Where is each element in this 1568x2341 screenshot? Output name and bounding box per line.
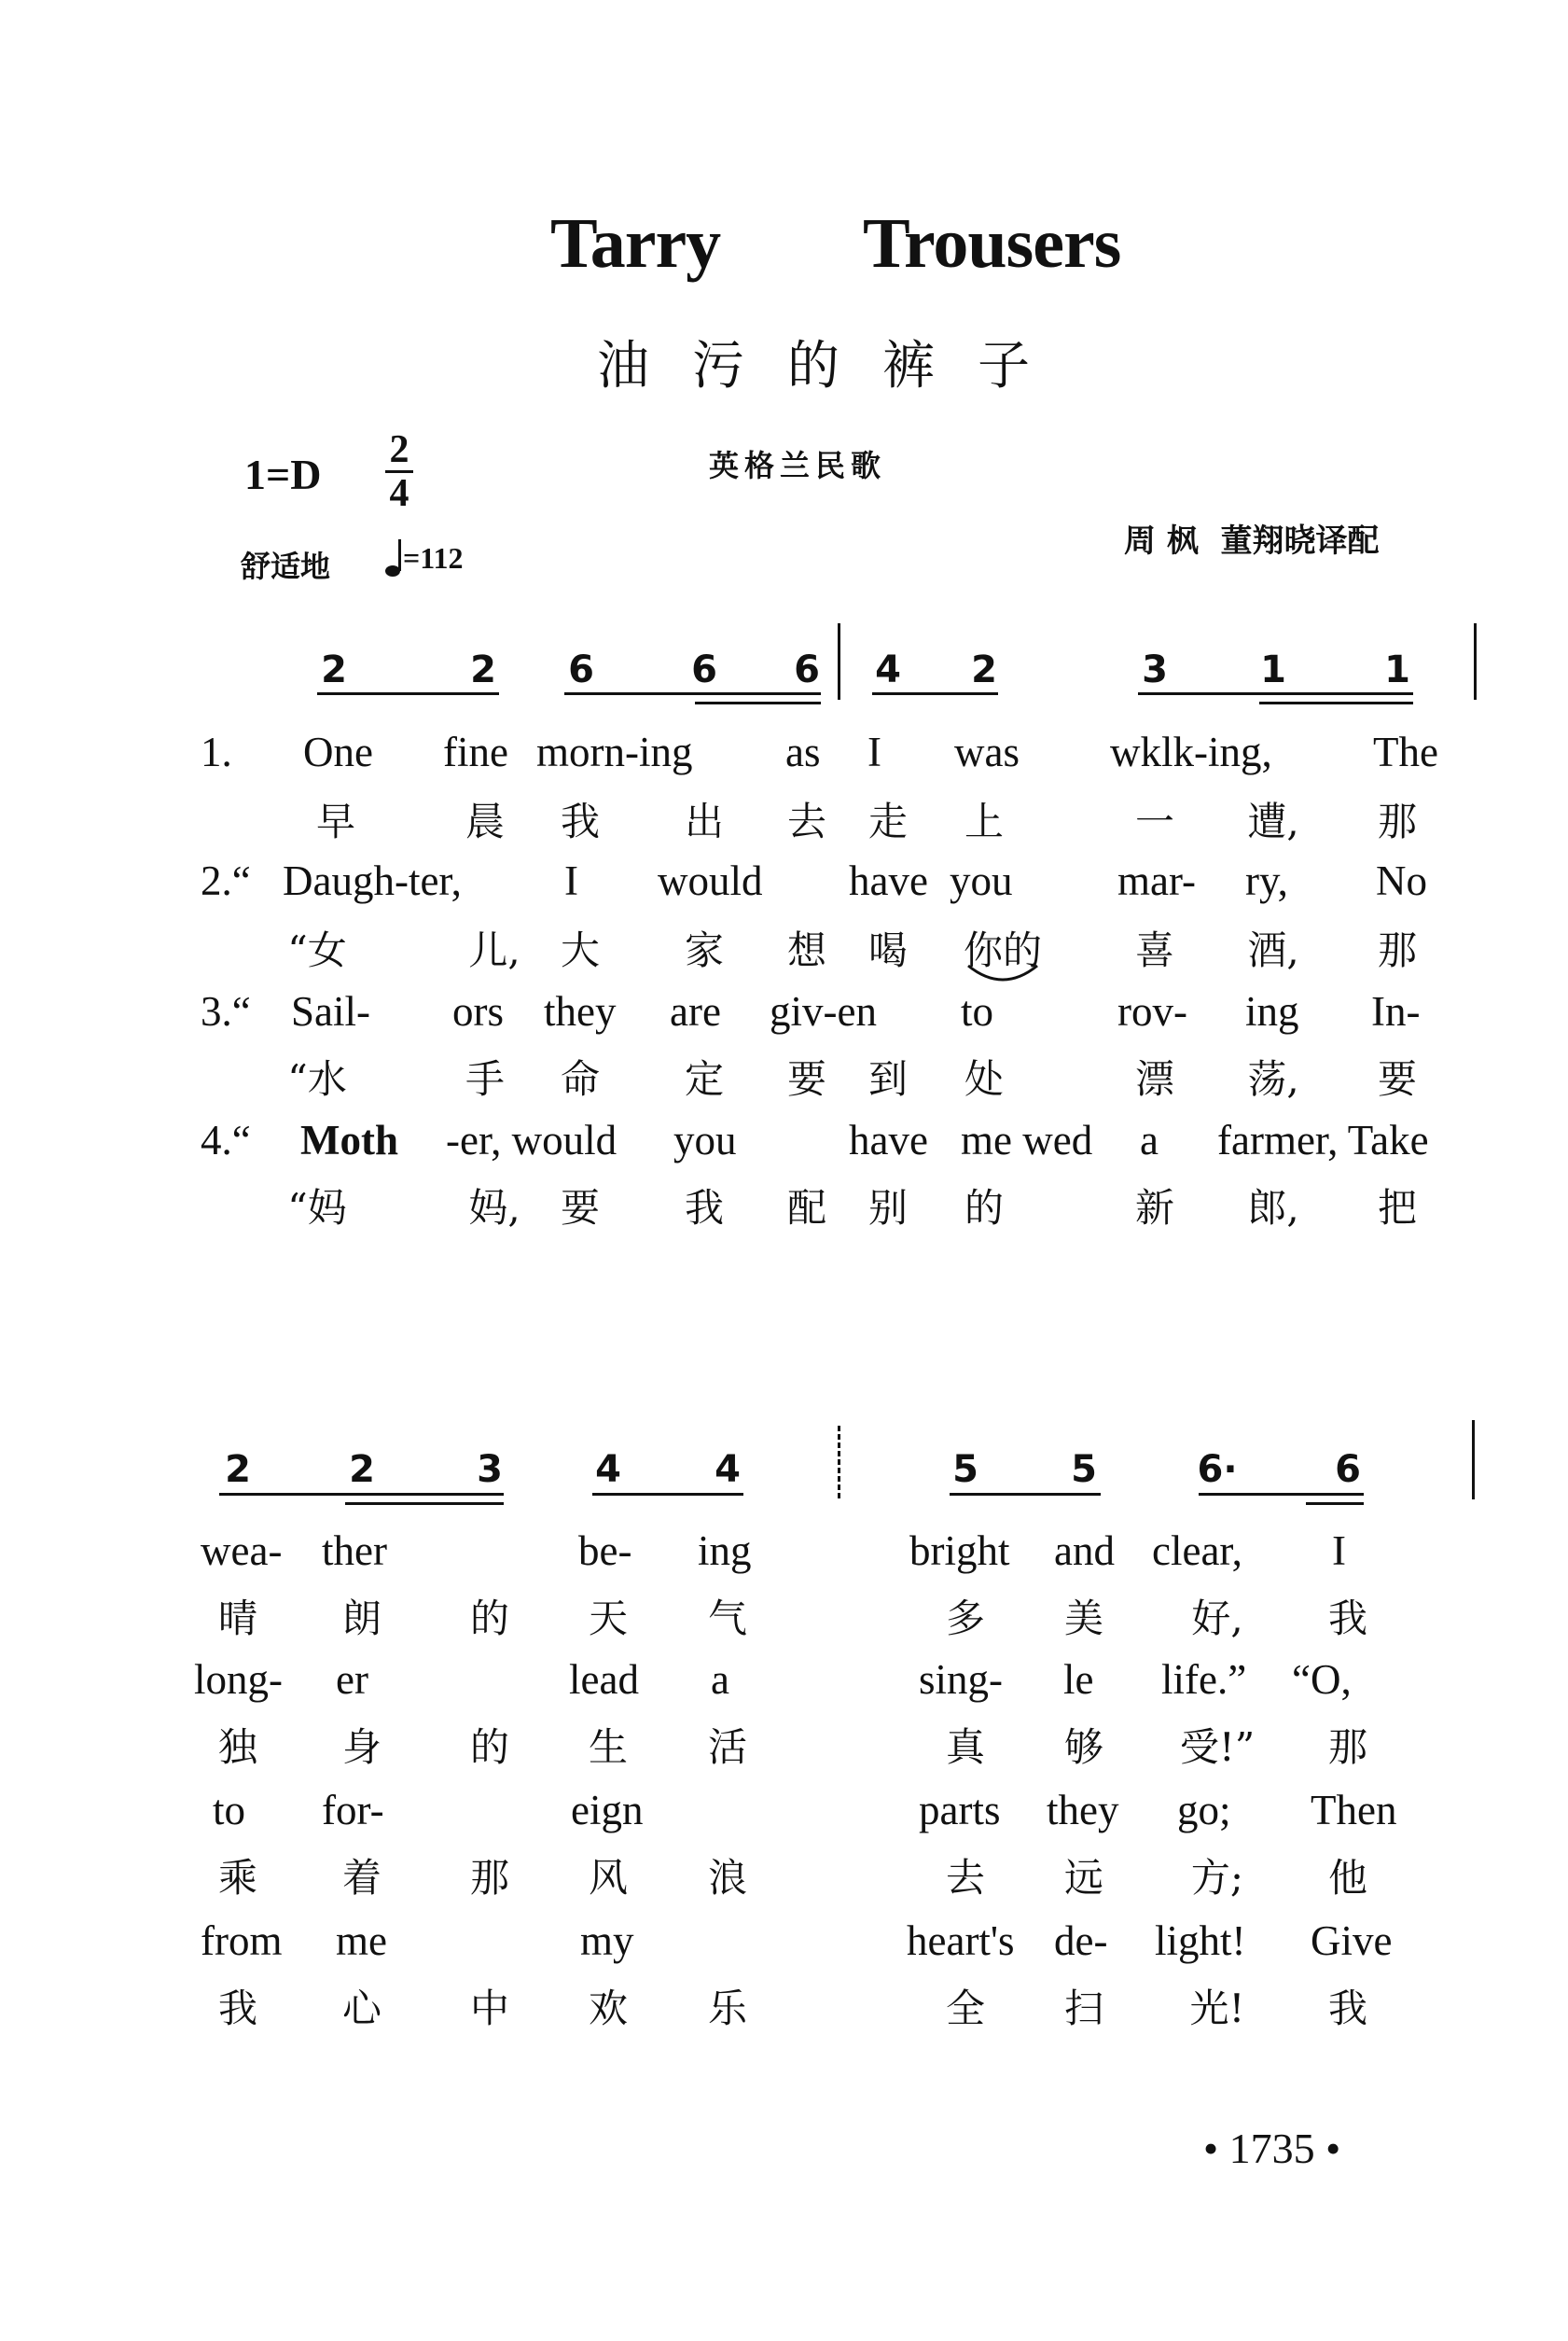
note: 1 (1384, 648, 1410, 691)
lyric-zh: 家 (684, 927, 725, 973)
lyric-word: bright (909, 1527, 1010, 1574)
note: 6· (1197, 1448, 1238, 1491)
lyric-word: In- (1371, 988, 1421, 1035)
note: 6 (794, 648, 820, 691)
lyric-word: Daugh-ter, (283, 857, 462, 904)
lyric-zh: 的 (469, 1596, 510, 1641)
lyric-zh: 好, (1191, 1596, 1243, 1641)
lyric-word: long- (194, 1656, 283, 1703)
lyric-word: heart's (907, 1917, 1015, 1964)
note: 1 (1260, 648, 1286, 691)
beam (592, 1493, 743, 1496)
lyric-word: morn-ing (536, 729, 693, 775)
lyric-zh: 定 (684, 1056, 725, 1102)
beam (345, 1502, 504, 1505)
lyric-zh: 身 (341, 1724, 382, 1770)
lyric-word: me wed (961, 1117, 1093, 1164)
lyric-zh: 妈, (468, 1185, 520, 1231)
lyric-word: parts (919, 1787, 1001, 1833)
lyric-zh: 浪 (707, 1855, 748, 1901)
lyric-zh: 着 (341, 1855, 382, 1901)
beam (1199, 1493, 1364, 1496)
beam (872, 692, 998, 695)
verse-number: 1. (201, 729, 232, 775)
note: 6 (691, 648, 717, 691)
lyric-zh: 把 (1377, 1185, 1418, 1231)
lyric-word: ing (698, 1527, 752, 1574)
lyric-zh: 我 (560, 799, 601, 844)
note: 2 (971, 648, 997, 691)
lyric-zh: 手 (465, 1056, 506, 1102)
lyric-zh: 独 (217, 1724, 258, 1770)
beam (564, 692, 821, 695)
lyric-zh: 一 (1134, 799, 1175, 844)
lyric-zh: 那 (469, 1855, 510, 1901)
lyric-word: my (580, 1917, 634, 1964)
lyric-word: wklk-ing, (1110, 729, 1272, 775)
note: 3 (477, 1448, 503, 1491)
lyric-zh: 心 (341, 1986, 382, 2031)
lyric-word: have (849, 857, 928, 904)
lyric-word: farmer, Take (1217, 1117, 1429, 1164)
lyric-zh: 气 (707, 1596, 748, 1641)
lyric-zh: 我 (1327, 1596, 1368, 1641)
lyric-word: for- (322, 1787, 384, 1833)
note: 4 (875, 648, 901, 691)
lyric-word: fine (443, 729, 508, 775)
lyric-zh: 天 (588, 1596, 629, 1641)
lyric-zh: 我 (217, 1986, 258, 2031)
lyric-word: ry, (1245, 857, 1288, 904)
lyric-zh: 全 (945, 1986, 986, 2031)
lyric-word: Give (1311, 1917, 1393, 1964)
lyric-zh: 到 (867, 1056, 909, 1102)
slur (965, 961, 1040, 989)
lyric-word: are (670, 988, 721, 1035)
lyric-word: rov- (1117, 988, 1187, 1035)
beam (1259, 702, 1413, 704)
lyric-word: No (1376, 857, 1427, 904)
lyric-zh: 他 (1327, 1855, 1368, 1901)
lyric-word: giv-en (770, 988, 877, 1035)
lyric-zh: 晨 (465, 799, 506, 844)
lyric-zh: 命 (560, 1056, 601, 1102)
lyric-word: er (336, 1656, 368, 1703)
time-signature (385, 428, 413, 515)
lyric-zh: 生 (588, 1724, 629, 1770)
lyric-zh: 活 (707, 1724, 748, 1770)
lyric-zh: 欢 (588, 1986, 629, 2031)
lyric-word: have (849, 1117, 928, 1164)
lyric-word: de- (1054, 1917, 1108, 1964)
lyric-zh: 方; (1190, 1855, 1244, 1901)
lyric-zh: 我 (684, 1185, 725, 1231)
lyric-word: mar- (1117, 857, 1197, 904)
lyric-word: light! (1155, 1917, 1246, 1964)
verse-number: 4.“ (201, 1117, 251, 1164)
lyric-zh: 处 (964, 1056, 1005, 1102)
tempo-marking: 舒适地 (241, 549, 331, 584)
lyric-zh: 儿, (468, 927, 520, 973)
lyric-zh: 光! (1189, 1986, 1245, 2031)
lyric-zh: 受!” (1179, 1724, 1256, 1770)
lyric-word: I (867, 729, 881, 775)
note: 5 (1071, 1448, 1097, 1491)
lyric-word: wea- (201, 1527, 283, 1574)
lyric-zh: 大 (560, 927, 601, 973)
note: 5 (952, 1448, 978, 1491)
lyric-zh: 那 (1377, 799, 1418, 844)
beam (317, 692, 499, 695)
lyric-word: Moth (300, 1117, 398, 1164)
beam (695, 702, 821, 704)
lyric-word: a (1140, 1117, 1159, 1164)
title-part2: Trousers (863, 204, 1121, 283)
beam (219, 1493, 504, 1496)
lyric-word: from (201, 1917, 283, 1964)
lyric-zh: 酒, (1247, 927, 1299, 973)
note: 2 (349, 1448, 375, 1491)
note: 4 (595, 1448, 621, 1491)
lyric-zh: 我 (1327, 1986, 1368, 2031)
lyric-word: ors (452, 988, 504, 1035)
note: 6 (1335, 1448, 1361, 1491)
lyric-zh: “女 (287, 927, 347, 973)
lyric-zh: 荡, (1247, 1056, 1299, 1102)
lyric-word: be- (578, 1527, 632, 1574)
lyric-zh: 喝 (867, 927, 909, 973)
page-number: • 1735 • (1203, 2125, 1341, 2172)
lyric-zh: 美 (1063, 1596, 1104, 1641)
lyric-word: go; (1177, 1787, 1231, 1833)
lyric-word: -er, would (446, 1117, 617, 1164)
lyric-word: Sail- (291, 988, 370, 1035)
lyric-zh: 那 (1327, 1724, 1368, 1770)
lyric-zh: 远 (1063, 1855, 1104, 1901)
barline (838, 623, 840, 700)
lyric-word: they (544, 988, 617, 1035)
tempo-value: =112 (403, 541, 464, 575)
lyric-word: ing (1245, 988, 1299, 1035)
lyric-zh: 想 (786, 927, 827, 973)
lyric-zh: 配 (786, 1185, 827, 1231)
lyric-word: le (1063, 1656, 1094, 1703)
lyric-word: you (950, 857, 1013, 904)
barline (1472, 1420, 1475, 1499)
lyric-zh: 那 (1377, 927, 1418, 973)
lyric-zh: 的 (964, 1185, 1005, 1231)
lyric-zh: “水 (287, 1056, 347, 1102)
lyric-zh: 的 (469, 1724, 510, 1770)
lyric-zh: 早 (315, 799, 356, 844)
lyric-zh: 喜 (1134, 927, 1175, 973)
song-origin: 英格兰民歌 (709, 448, 887, 483)
lyric-zh: 乐 (707, 1986, 748, 2031)
lyric-word: Then (1311, 1787, 1397, 1833)
lyric-word: clear, (1152, 1527, 1242, 1574)
lyric-zh: 去 (945, 1855, 986, 1901)
translators: 周 枫 董翔晓译配 (1124, 523, 1380, 560)
lyric-zh: 朗 (341, 1596, 382, 1641)
lyric-zh: 你的 (963, 927, 1043, 973)
lyric-word: ther (322, 1527, 387, 1574)
lyric-zh: 中 (469, 1986, 510, 2031)
lyric-zh: “妈 (287, 1185, 347, 1231)
beam (1306, 1502, 1364, 1505)
lyric-zh: 要 (560, 1185, 601, 1231)
lyric-zh: 扫 (1063, 1986, 1104, 2031)
lyric-zh: 别 (867, 1185, 909, 1231)
lyric-word: I (1332, 1527, 1346, 1574)
lyric-word: you (673, 1117, 737, 1164)
lyric-word: and (1054, 1527, 1115, 1574)
lyric-word: I (564, 857, 578, 904)
beam (950, 1493, 1101, 1496)
lyric-zh: 上 (964, 799, 1005, 844)
lyric-zh: 够 (1063, 1724, 1104, 1770)
note: 4 (715, 1448, 741, 1491)
lyric-word: life.” (1161, 1656, 1247, 1703)
note: 2 (321, 648, 347, 691)
lyric-zh: 多 (945, 1596, 986, 1641)
lyric-word: eign (571, 1787, 644, 1833)
beam (1138, 692, 1413, 695)
lyric-word: to (213, 1787, 246, 1833)
lyric-zh: 真 (945, 1724, 986, 1770)
verse-number: 2.“ (201, 857, 251, 904)
lyric-zh: 出 (684, 799, 725, 844)
lyric-zh: 风 (588, 1855, 629, 1901)
dashed-barline (838, 1426, 842, 1498)
title-part1: Tarry (550, 204, 721, 283)
lyric-word: The (1373, 729, 1438, 775)
time-sig-bottom: 4 (389, 472, 409, 515)
barline (1474, 623, 1477, 700)
lyric-zh: 漂 (1134, 1056, 1175, 1102)
note: 2 (225, 1448, 251, 1491)
lyric-word: One (303, 729, 373, 775)
lyric-word: to (961, 988, 994, 1035)
lyric-zh: 郎, (1247, 1185, 1299, 1231)
lyric-word: lead (569, 1656, 639, 1703)
lyric-word: they (1047, 1787, 1119, 1833)
lyric-zh: 晴 (217, 1596, 258, 1641)
lyric-word: “O, (1292, 1656, 1352, 1703)
lyric-word: was (954, 729, 1020, 775)
lyric-zh: 走 (867, 799, 909, 844)
lyric-zh: 要 (786, 1056, 827, 1102)
lyric-zh: 遭, (1247, 799, 1299, 844)
key-signature: 1=D (244, 451, 322, 498)
lyric-word: as (785, 729, 821, 775)
lyric-zh: 乘 (217, 1855, 258, 1901)
subtitle: 油污的裤子 (597, 336, 1073, 397)
lyric-zh: 新 (1134, 1185, 1175, 1231)
lyric-word: would (658, 857, 763, 904)
note: 2 (470, 648, 496, 691)
lyric-zh: 去 (786, 799, 827, 844)
lyric-zh: 要 (1377, 1056, 1418, 1102)
time-sig-top: 2 (389, 428, 409, 471)
lyric-word: sing- (919, 1656, 1003, 1703)
verse-number: 3.“ (201, 988, 251, 1035)
note: 6 (568, 648, 594, 691)
lyric-word: me (336, 1917, 387, 1964)
note: 3 (1142, 648, 1168, 691)
lyric-word: a (711, 1656, 729, 1703)
